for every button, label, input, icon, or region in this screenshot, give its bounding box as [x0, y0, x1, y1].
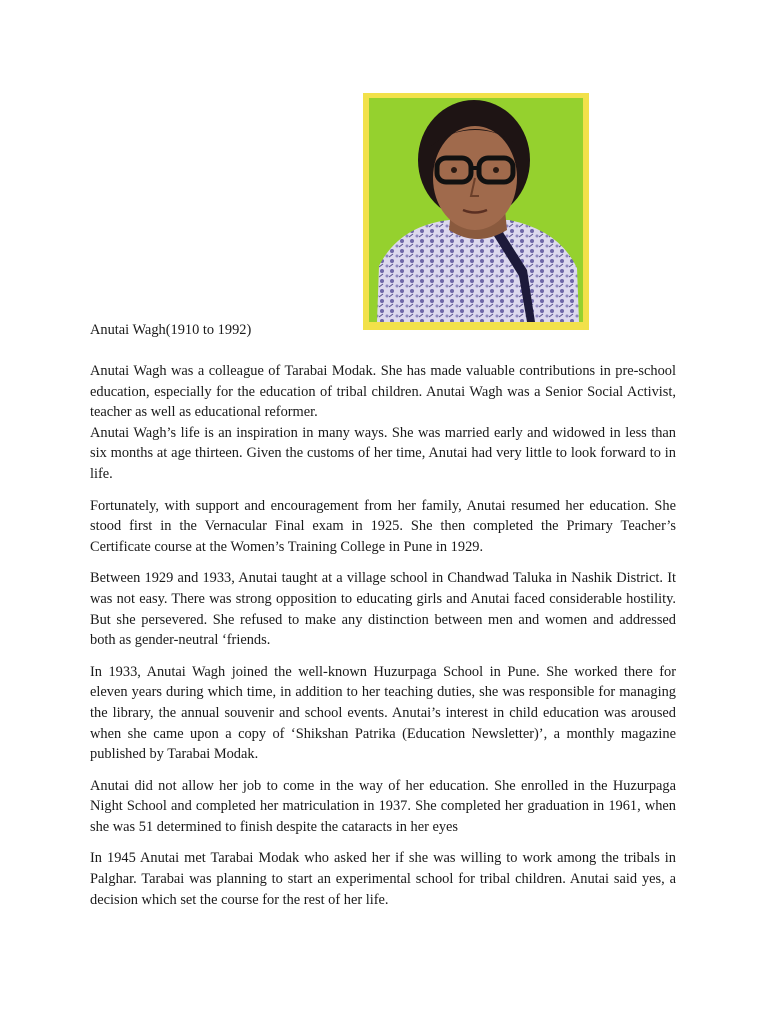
paragraph-graduation: Anutai did not allow her job to come in the way of her education. She enrolled in the Huzurpaga Night School and completed her matriculation in 1937. She completed her graduation in 1961, when she was 51 determined to finish despite the cataracts in her eyes	[90, 777, 676, 835]
page-title: Anutai Wagh(1910 to 1992)	[90, 322, 252, 338]
portrait-photo	[363, 93, 589, 330]
body-text	[90, 361, 676, 921]
paragraph-village-school: Between 1929 and 1933, Anutai taught at a village school in Chandwad Taluka in Nashik District. It was not easy. There was strong opposition to educating girls and Anutai faced considerable hostility. But she persevered. She refused to make any distinction between men and women and addressed both as gender-neutral ‘friends.	[90, 570, 676, 649]
paragraph-education: Fortunately, with support and encouragement from her family, Anutai resumed her education. She stood first in the Vernacular Final exam in 1925. She then completed the Primary Teacher’s Certificate course at the Women’s Training College in Pune in 1929.	[90, 497, 676, 555]
paragraph-palghar: In 1945 Anutai met Tarabai Modak who asked her if she was willing to work among the tribals in Palghar. Tarabai was planning to start an experimental school for tribal children. Anutai said yes, a decision which set the course for the rest of her life.	[90, 850, 676, 908]
portrait-photo-icon	[369, 98, 583, 322]
paragraph-huzurpaga: In 1933, Anutai Wagh joined the well-known Huzurpaga School in Pune. She worked there for eleven years during which time, in addition to her teaching duties, she was responsible for managing the library, the annual souvenir and school events. Anutai’s interest in child education was aroused when she came upon a copy of ‘Shikshan Patrika (Education Newsletter)’, a monthly magazine published by Tarabai Modak.	[90, 663, 676, 763]
paragraph-intro: Anutai Wagh was a colleague of Tarabai Modak. She has made valuable contributions in pre-school education, especially for the education of tribal children. Anutai Wagh was a Senior Social Activist, teacher as well as educational reformer.	[90, 363, 676, 421]
paragraph-early-life: Anutai Wagh’s life is an inspiration in many ways. She was married early and widowed in less than six months at age thirteen. Given the customs of her time, Anutai had very little to look forward to in life.	[90, 424, 676, 482]
